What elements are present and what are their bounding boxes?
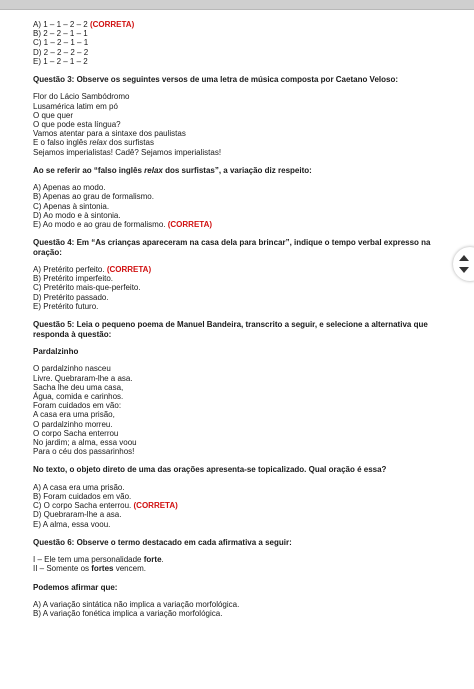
correct-badge: (CORRETA) [133, 501, 178, 511]
document-page [33, 20, 451, 618]
correct-badge: (CORRETA) [106, 265, 152, 275]
option-item: B) Foram cuidados em vão. [33, 491, 132, 501]
question-5-title: Questão 5: Leia o pequeno poema de Manuel Bandeira, transcrito a seguir, e selecione a alternativa que responda à questão: [33, 320, 428, 339]
option-item: B) Apenas ao grau de formalismo. [33, 192, 154, 202]
option-item: D) Pretérito passado. [33, 292, 109, 302]
q5-options [33, 483, 451, 529]
verse-line: Vamos atentar para a sintaxe dos paulistas [33, 129, 186, 139]
question-6-prompt: Podemos afirmar que: [33, 582, 118, 592]
chevron-down-icon[interactable] [459, 267, 469, 273]
question-3-prompt: Ao se referir ao “falso inglês relax dos surfistas”, a variação diz respeito: [33, 165, 312, 175]
option-item: C) Pretérito mais-que-perfeito. [33, 283, 141, 293]
question-6-title: Questão 6: Observe o termo destacado em cada afirmativa a seguir: [33, 537, 292, 547]
question-5-prompt: No texto, o objeto direto de uma das orações apresenta-se topicalizado. Qual oração é essa? [33, 465, 387, 475]
option-item: D) Quebraram-lhe a asa. [33, 510, 122, 520]
option-item: A) Pretérito perfeito. (CORRETA) [33, 265, 152, 275]
q4-options [33, 265, 451, 311]
poem-title: Pardalzinho [33, 346, 79, 356]
verse-line: Sejamos imperialistas! Cadê? Sejamos imperialistas! [33, 147, 222, 157]
poem-line: Para o céu dos passarinhos! [33, 447, 135, 457]
poem-line: A casa era uma prisão, [33, 410, 115, 420]
option-item: A) A variação sintática não implica a variação morfológica. [33, 599, 240, 609]
chevron-up-icon[interactable] [459, 255, 469, 261]
poem-line: Foram cuidados em vão: [33, 401, 122, 411]
option-item: D) Ao modo e à sintonia. [33, 210, 121, 220]
poem-line: No jardim; a alma, essa voou [33, 437, 137, 447]
option-item: B) 2 – 2 – 1 – 1 [33, 29, 88, 39]
option-item: D) 2 – 2 – 2 – 2 [33, 47, 89, 57]
option-item: B) A variação fonética implica a variação morfológica. [33, 609, 223, 619]
verse-line: O que pode esta língua? [33, 120, 121, 130]
verse-line: Flor do Lácio Sambódromo [33, 92, 130, 102]
option-item: E) 1 – 2 – 1 – 2 [33, 56, 88, 66]
question-4-title: Questão 4: Em “As crianças apareceram na casa dela para brincar”, indique o tempo verbal expresso na oração: [33, 238, 431, 257]
option-item: C) 1 – 2 – 1 – 1 [33, 38, 89, 48]
option-item: C) Apenas à sintonia. [33, 201, 110, 211]
question-3-title: Questão 3: Observe os seguintes versos de uma letra de música composta por Caetano Veloso: [33, 75, 399, 85]
poem-line: O corpo Sacha enterrou [33, 428, 119, 438]
option-item: E) A alma, essa voou. [33, 519, 111, 529]
correct-badge: (CORRETA) [89, 20, 135, 29]
option-item: A) 1 – 1 – 2 – 2 (CORRETA) [33, 20, 135, 29]
q6-options [33, 600, 451, 618]
verse-line: E o falso inglês relax dos surfistas [33, 138, 154, 148]
scroll-nav-button[interactable] [453, 247, 474, 281]
verse-line: Lusamérica latim em pó [33, 101, 118, 111]
statement-item: I – Ele tem uma personalidade forte. [33, 555, 164, 565]
option-item: A) A casa era uma prisão. [33, 482, 125, 492]
option-item: B) Pretérito imperfeito. [33, 274, 114, 284]
viewer-toolbar [0, 0, 474, 10]
poem-line: Sacha lhe deu uma casa, [33, 382, 124, 392]
verse-line: O que quer [33, 110, 74, 120]
option-item: E) Ao modo e ao grau de formalismo. (CORRETA) [33, 220, 213, 230]
poem-line: Água, comida e carinhos. [33, 391, 124, 401]
poem-line: O pardalzinho nasceu [33, 364, 111, 374]
statement-item: II – Somente os fortes vencem. [33, 564, 146, 574]
q3-verse [33, 92, 451, 156]
q5-poem [33, 364, 451, 456]
q2-options [33, 20, 451, 66]
option-item: C) O corpo Sacha enterrou. (CORRETA) [33, 501, 178, 511]
option-item: E) Pretérito futuro. [33, 301, 99, 311]
poem-line: Livre. Quebraram-lhe a asa. [33, 373, 133, 383]
option-item: A) Apenas ao modo. [33, 183, 106, 193]
poem-line: O pardalzinho morreu. [33, 419, 113, 429]
correct-badge: (CORRETA) [167, 220, 213, 230]
q3-options [33, 183, 451, 229]
